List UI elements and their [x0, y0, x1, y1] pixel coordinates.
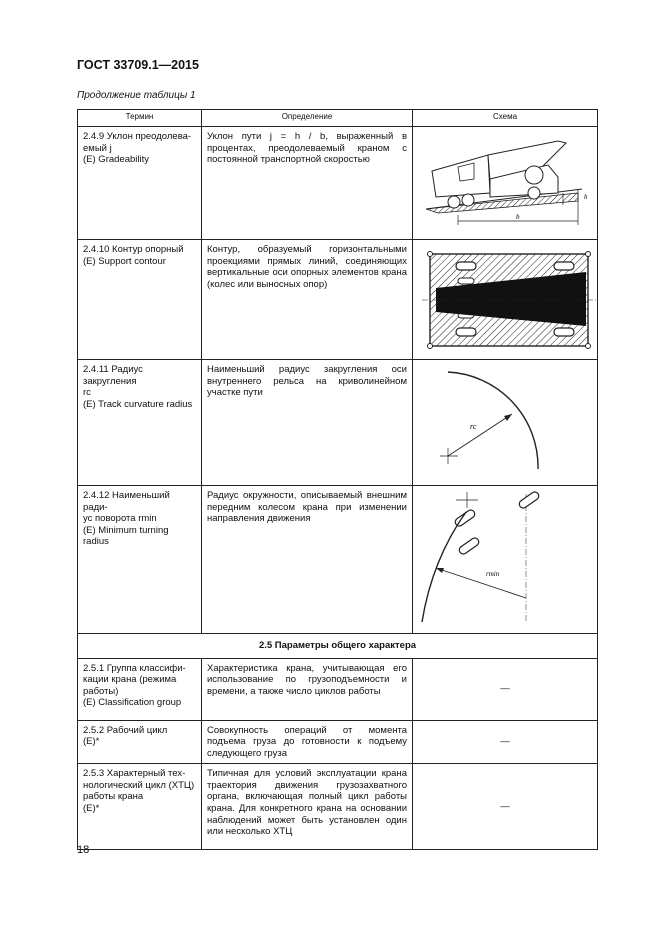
outrigger-pad	[554, 328, 574, 336]
outrigger-pad	[554, 262, 574, 270]
definition-cell: Характеристика крана, учитывающая его использование по грузоподъемности и времени, а также число циклов работы	[202, 658, 413, 720]
page-number: 18	[77, 844, 90, 856]
gradeability-scheme	[418, 131, 602, 235]
turning-radius-scheme	[418, 490, 602, 629]
table-row	[78, 127, 598, 240]
table-row	[78, 720, 598, 764]
term-line: (E) Classification group	[83, 697, 182, 709]
term-line: (E)*	[83, 803, 100, 815]
scheme-dash: —	[413, 658, 598, 720]
label-b: b	[516, 213, 520, 221]
term-cell	[78, 360, 202, 486]
table-row	[78, 658, 598, 720]
wheel	[528, 187, 540, 199]
term-line: 2.5.3 Характерный тех-	[83, 768, 186, 780]
definition-cell: Совокупность операций от момента подъема груза до готовности к подъему следующего груза	[202, 720, 413, 764]
term-line: 2.4.10 Контур опорный	[83, 244, 184, 255]
term-line: (E) Track curvature radius	[83, 398, 193, 410]
term-cell	[78, 764, 202, 850]
table-caption: Продолжение таблицы 1	[77, 90, 196, 101]
scheme-cell	[413, 486, 598, 634]
label-h: h	[584, 193, 588, 201]
outrigger-pad	[456, 262, 476, 270]
term-cell	[78, 127, 202, 240]
term-line: (E) Support contour	[83, 255, 166, 267]
term-line: емый j	[83, 142, 112, 154]
term-line: (E) Gradeability	[83, 154, 149, 166]
definition-cell: Типичная для условий эксплуатации крана траектория движения грузозахватного органа, включающая полный цикл работы крана. Для конкретного крана на основании наблюдений может быть установлен один или несколько ХТЦ	[202, 764, 413, 850]
term-line: 2.4.9 Уклон преодолева-	[83, 131, 192, 142]
scheme-cell	[413, 240, 598, 360]
term-cell	[78, 486, 202, 634]
scheme-cell	[413, 127, 598, 240]
rail-arc	[448, 372, 538, 469]
radius-line	[436, 568, 526, 598]
scheme-dash: —	[413, 720, 598, 764]
term-line: кации крана (режима	[83, 674, 177, 686]
radius-line	[448, 414, 512, 456]
term-line: работы)	[83, 685, 119, 697]
term-cell	[78, 240, 202, 360]
column-header-scheme: Схема	[413, 110, 598, 127]
term-line: (E)*	[83, 736, 100, 748]
wheel	[448, 196, 460, 208]
definition-cell: Радиус окружности, описываемый внешним передним колесом крана при изменении направления движения	[202, 486, 413, 634]
table-row	[78, 764, 598, 850]
outrigger-pad	[456, 328, 476, 336]
document-title: ГОСТ 33709.1—2015	[77, 58, 199, 72]
definition-cell: Наименьший радиус закругления оси внутреннего рельса на криволинейном участке пути	[202, 360, 413, 486]
section-title: 2.5 Параметры общего характера	[78, 634, 598, 659]
term-line: (E) Minimum turning radius	[83, 524, 169, 548]
term-line: 2.5.2 Рабочий цикл	[83, 724, 168, 736]
label-rc: rc	[470, 422, 477, 431]
term-line: ус поворота rmin	[83, 513, 157, 525]
term-line: 2.4.11 Радиус закругления	[83, 364, 143, 387]
table-row	[78, 486, 598, 634]
scheme-cell	[413, 360, 598, 486]
table-header-row	[78, 110, 598, 127]
wheel	[462, 194, 474, 206]
definition-cell: Контур, образуемый горизонтальными проекциями прямых линий, соединяющих вертикальные оси опорных элементов крана (колес или выносных опор)	[202, 240, 413, 360]
term-line: rc	[83, 387, 91, 399]
wheel-outline	[458, 536, 481, 555]
scheme-dash: —	[413, 764, 598, 850]
label-rmin: rmin	[486, 570, 500, 578]
term-cell	[78, 658, 202, 720]
term-line: 2.5.1 Группа классифи-	[83, 662, 186, 674]
column-header-definition: Определение	[202, 110, 413, 127]
term-line: работы крана	[83, 791, 144, 803]
turning-arc	[422, 512, 466, 622]
terms-table	[77, 109, 598, 850]
definition-cell: Уклон пути j = h / b, выраженный в процентах, преодолеваемый краном с постоянной транспортной скоростью	[202, 127, 413, 240]
curvature-radius-scheme	[418, 364, 602, 481]
term-line: 2.4.12 Наименьший ради-	[83, 490, 170, 513]
table-row	[78, 240, 598, 360]
term-line: нологический цикл (ХТЦ)	[83, 779, 195, 791]
wheel-outline	[518, 490, 541, 509]
section-row	[78, 634, 598, 659]
table-row	[78, 360, 598, 486]
term-cell	[78, 720, 202, 764]
support-contour-scheme	[418, 244, 602, 355]
column-header-term: Термин	[78, 110, 202, 127]
